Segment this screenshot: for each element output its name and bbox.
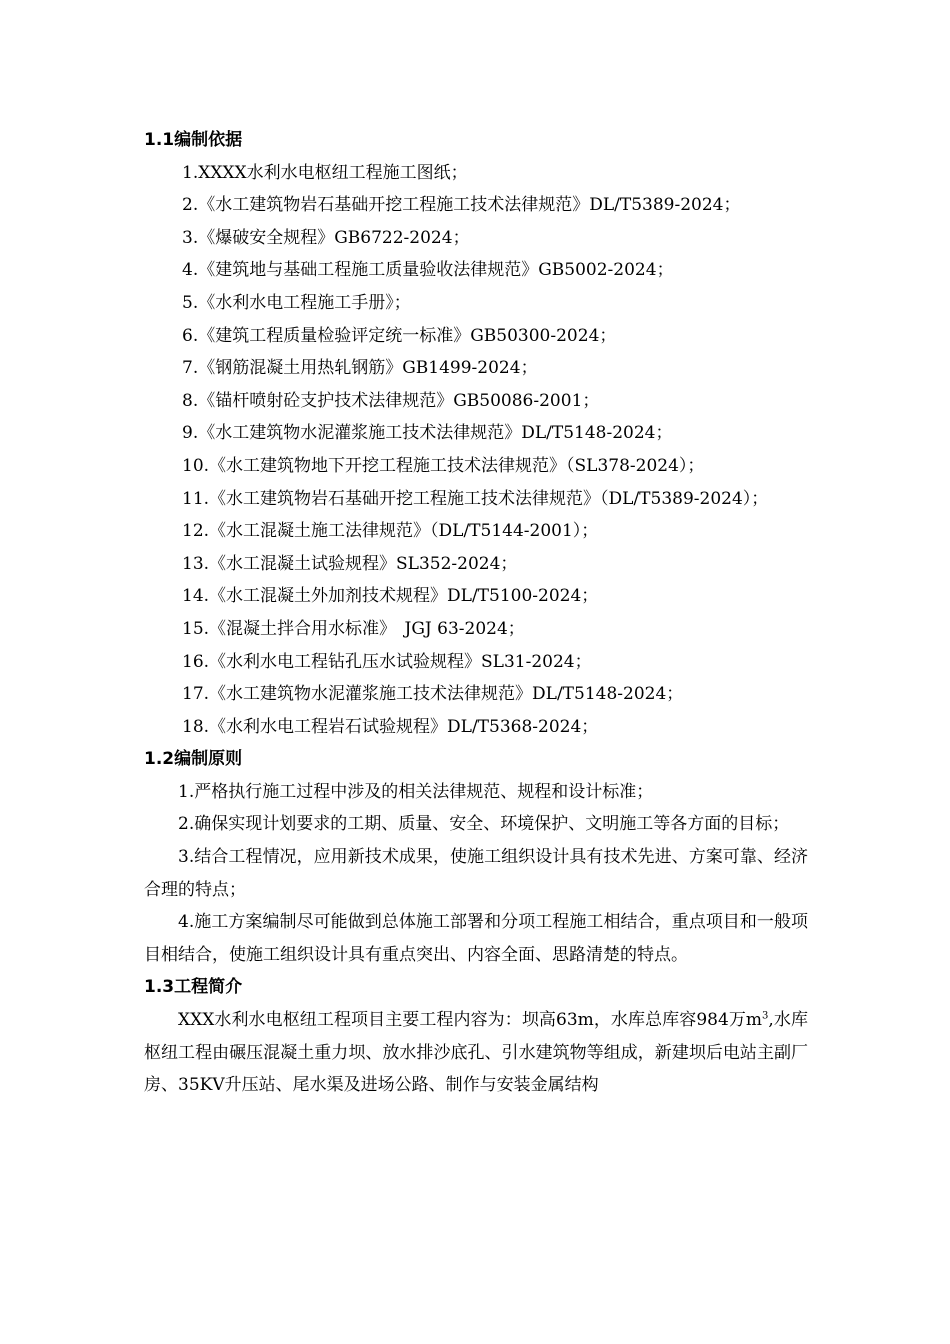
basis-item-13: 13.《水工混凝土试验规程》SL352-2024；: [182, 553, 518, 574]
basis-item-1: 1.XXXX水利水电枢纽工程施工图纸；: [182, 162, 468, 183]
basis-item-6: 6.《建筑工程质量检验评定统一标准》GB50300-2024；: [182, 325, 617, 346]
basis-item-18: 18.《水利水电工程岩石试验规程》DL/T5368-2024；: [182, 716, 599, 737]
basis-item-3: 3.《爆破安全规程》GB6722-2024；: [182, 227, 470, 248]
overview-paragraph: [144, 1004, 808, 1102]
basis-item-11: 11.《水工建筑物岩石基础开挖工程施工技术法律规范》（DL/T5389-2024）；: [182, 488, 769, 509]
principle-item-1: 1.严格执行施工过程中涉及的相关法律规范、规程和设计标准；: [178, 781, 654, 802]
overview-text-part1: XXX水利水电枢纽工程项目主要工程内容为：坝高63m，水库总库容984万m: [178, 1010, 763, 1031]
section-title-basis: 1.1编制依据: [144, 130, 243, 150]
basis-item-17: 17.《水工建筑物水泥灌浆施工技术法律规范》DL/T5148-2024；: [182, 684, 684, 705]
overview-text-part2: ,水库枢纽工程由碾压混凝土重力坝、放水排沙底孔、引水建筑物等组成，新建坝后电站主副厂房、35KV升压站、尾水渠及进场公路、制作与安装金属结构: [144, 1010, 808, 1096]
basis-item-5: 5.《水利水电工程施工手册》；: [182, 292, 411, 313]
principle-item-2: 2.确保实现计划要求的工期、质量、安全、环境保护、文明施工等各方面的目标；: [178, 814, 790, 835]
section-title-overview: 1.3工程简介: [144, 977, 243, 998]
basis-item-14: 14.《水工混凝土外加剂技术规程》DL/T5100-2024；: [182, 586, 599, 607]
basis-item-12: 12.《水工混凝土施工法律规范》（DL/T5144-2001）；: [182, 521, 599, 542]
basis-item-15: 15.《混凝土拌合用水标准》 JGJ 63-2024；: [182, 618, 525, 639]
basis-item-9: 9.《水工建筑物水泥灌浆施工技术法律规范》DL/T5148-2024；: [182, 423, 673, 444]
principle-item-3: 3.结合工程情况，应用新技术成果，使施工组织设计具有技术先进、方案可靠、经济合理的特点；: [144, 847, 808, 900]
section-title-principles: 1.2编制原则: [144, 749, 243, 770]
principle-item-4: 4.施工方案编制尽可能做到总体施工部署和分项工程施工相结合，重点项目和一般项目相结合，使施工组织设计具有重点突出、内容全面、思路清楚的特点。: [144, 912, 808, 965]
basis-item-8: 8.《锚杆喷射砼支护技术法律规范》GB50086-2001；: [182, 390, 600, 411]
basis-item-16: 16.《水利水电工程钻孔压水试验规程》SL31-2024；: [182, 651, 592, 672]
basis-item-2: 2.《水工建筑物岩石基础开挖工程施工技术法律规范》DL/T5389-2024；: [182, 195, 741, 216]
basis-item-4: 4.《建筑地与基础工程施工质量验收法律规范》GB5002-2024；: [182, 260, 674, 281]
document-page: [144, 124, 808, 1102]
basis-item-7: 7.《钢筋混凝土用热轧钢筋》GB1499-2024；: [182, 358, 538, 379]
superscript-unit: 3: [762, 1010, 769, 1022]
basis-item-10: 10.《水工建筑物地下开挖工程施工技术法律规范》（SL378-2024）；: [182, 455, 705, 476]
